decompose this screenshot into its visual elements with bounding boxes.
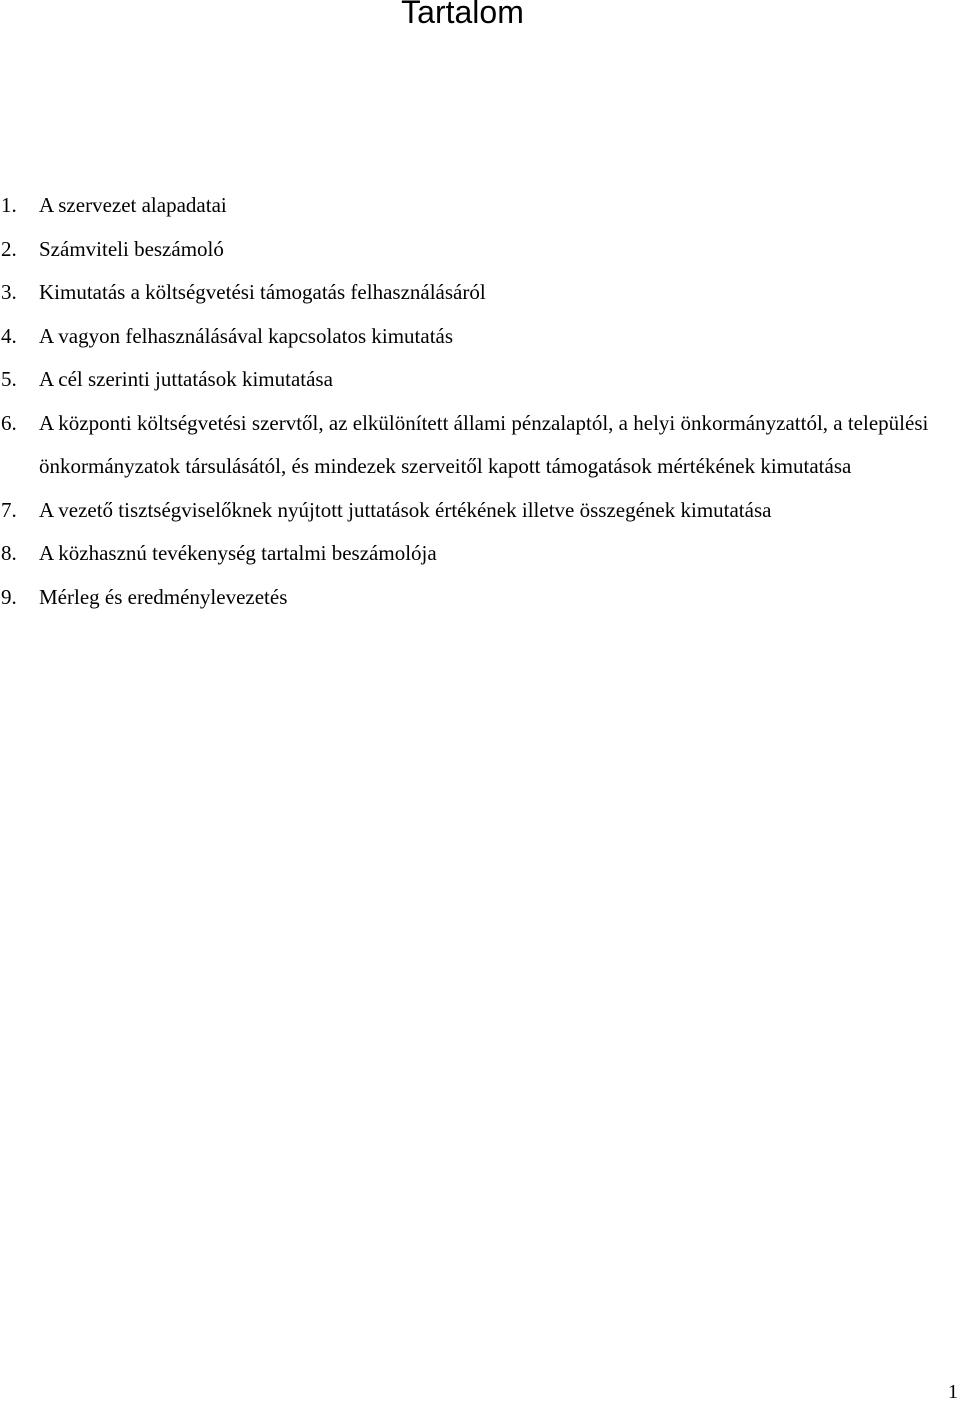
toc-item-number: 5.: [1, 367, 17, 391]
toc-item-number: 8.: [1, 541, 17, 565]
toc-item-number: 4.: [1, 323, 17, 348]
toc-item-number: 7.: [1, 497, 17, 522]
page-number: 1: [948, 1381, 958, 1403]
toc-item-3: [0, 271, 945, 315]
page-title: Tartalom: [401, 0, 524, 30]
toc-item-text: A szervezet alapadatai: [39, 193, 227, 217]
toc-item-6: [0, 402, 945, 489]
toc-item-5: [0, 358, 945, 402]
toc-item-8: [0, 532, 945, 576]
toc-item-text: Számviteli beszámoló: [39, 236, 224, 261]
toc-item-7: [0, 489, 945, 533]
toc-item-number: 1.: [1, 193, 17, 217]
toc-item-text: A vezető tisztségviselőknek nyújtott juttatások értékének illetve összegének kimutatása: [39, 497, 772, 522]
toc-item-text: A központi költségvetési szervtől, az elkülönített állami pénzalaptól, a helyi önkormányzattól, a települési önkormányzatok társulásától, és mindezek szerveitől kapott támogatások mértékének kimutatása: [39, 410, 929, 478]
toc-item-2: [0, 228, 945, 272]
toc-item-1: [0, 184, 945, 228]
toc-item-number: 3.: [1, 280, 17, 304]
toc-item-text: Kimutatás a költségvetési támogatás felhasználásáról: [39, 280, 486, 304]
toc-item-number: 9.: [1, 584, 17, 609]
toc-item-text: Mérleg és eredménylevezetés: [39, 584, 288, 609]
toc-item-4: [0, 315, 945, 359]
toc-item-text: A közhasznú tevékenység tartalmi beszámolója: [39, 541, 437, 565]
toc-item-number: 2.: [1, 236, 17, 261]
toc-item-number: 6.: [1, 410, 17, 435]
toc-item-9: [0, 576, 945, 620]
toc-item-text: A cél szerinti juttatások kimutatása: [39, 367, 333, 391]
table-of-contents: [0, 184, 945, 619]
toc-item-text: A vagyon felhasználásával kapcsolatos kimutatás: [39, 323, 454, 348]
